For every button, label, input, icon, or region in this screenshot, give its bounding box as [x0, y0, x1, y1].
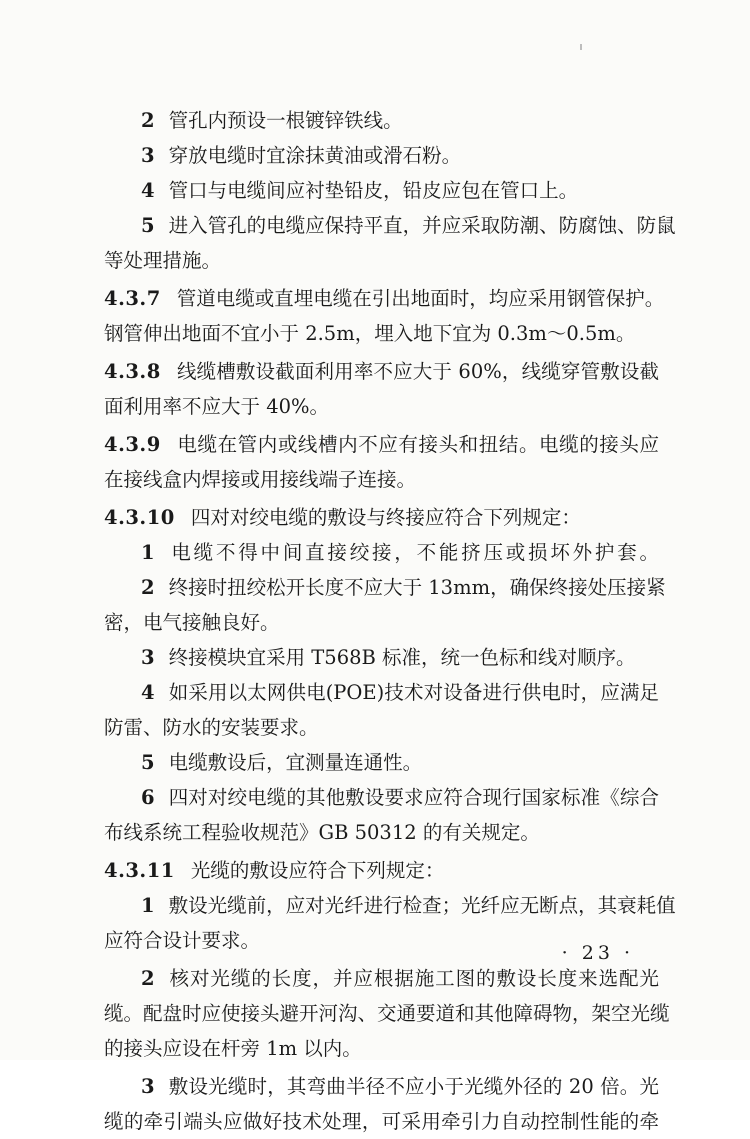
line-text: 管道电缆或直埋电缆在引出地面时，均应采用钢管保护。	[176, 287, 665, 310]
item-number: 1	[141, 894, 155, 917]
line-text: 面利用率不应大于 40%。	[104, 395, 330, 418]
item-number: 3	[141, 144, 155, 167]
body-text	[104, 103, 676, 1139]
scan-speck	[580, 44, 582, 50]
line-text: 密，电气接触良好。	[104, 611, 280, 634]
item-number: 2	[141, 576, 155, 599]
item-number: 4	[141, 179, 155, 202]
line-text: 终接时扭绞松开长度不应大于 13mm，确保终接处压接紧	[168, 576, 666, 599]
item-number: 5	[141, 751, 155, 774]
line-text: 等处理措施。	[104, 249, 222, 272]
line-text: 布线系统工程验收规范》GB 50312 的有关规定。	[104, 821, 540, 844]
text-line	[104, 208, 676, 243]
line-text: 四对对绞电缆的敷设与终接应符合下列规定：	[190, 506, 581, 529]
text-line	[104, 640, 659, 675]
text-line	[104, 888, 676, 923]
page-number: · 23 ·	[561, 942, 634, 964]
line-text: 缆的牵引端头应做好技术处理，可采用牵引力自动控制性能的牵	[104, 1110, 659, 1133]
text-line	[104, 243, 659, 278]
line-text: 管口与电缆间应衬垫铅皮，铅皮应包在管口上。	[168, 179, 579, 202]
text-line	[104, 675, 659, 710]
line-text: 四对对绞电缆的其他敷设要求应符合现行国家标准《综合	[168, 786, 659, 809]
line-text: 如采用以太网供电(POE)技术对设备进行供电时，应满足	[168, 681, 659, 704]
text-line	[104, 780, 659, 815]
text-line	[104, 996, 670, 1031]
clause-number: 4.3.10	[104, 506, 175, 529]
item-number: 4	[141, 681, 155, 704]
clause-number: 4.3.11	[104, 859, 175, 882]
text-line	[104, 570, 666, 605]
text-line	[104, 745, 659, 780]
text-line	[104, 462, 659, 497]
line-text: 终接模块宜采用 T568B 标准，统一色标和线对顺序。	[168, 646, 636, 669]
line-text: 电缆不得中间直接绞接，不能挤压或损坏外护套。	[168, 541, 659, 564]
line-text: 电缆在管内或线槽内不应有接头和扭结。电缆的接头应	[176, 433, 659, 456]
line-text: 在接线盒内焊接或用接线端子连接。	[104, 468, 417, 491]
item-number: 2	[141, 109, 155, 132]
item-number: 2	[141, 967, 155, 990]
clause-number: 4.3.9	[104, 433, 161, 456]
item-number: 3	[141, 1075, 155, 1098]
text-line	[104, 138, 659, 173]
text-line	[104, 427, 659, 462]
line-text: 线缆槽敷设截面利用率不应大于 60%，线缆穿管敷设截	[176, 360, 659, 383]
line-text: 敷设光缆时，其弯曲半径不应小于光缆外径的 20 倍。光	[168, 1075, 659, 1098]
text-line	[104, 605, 659, 640]
item-number: 5	[141, 214, 155, 237]
line-text: 钢管伸出地面不宜小于 2.5m，埋入地下宜为 0.3m～0.5m。	[104, 322, 636, 345]
clause-number: 4.3.7	[104, 287, 161, 310]
line-text: 敷设光缆前，应对光纤进行检查；光纤应无断点，其衰耗值	[168, 894, 676, 917]
line-text: 的接头应设在杆旁 1m 以内。	[104, 1037, 362, 1060]
text-line	[104, 853, 659, 888]
item-number: 1	[141, 541, 155, 564]
line-text: 穿放电缆时宜涂抹黄油或滑石粉。	[168, 144, 462, 167]
text-line	[104, 103, 659, 138]
line-text: 核对光缆的长度，并应根据施工图的敷设长度来选配光	[168, 967, 659, 990]
text-line	[104, 961, 659, 996]
line-text: 应符合设计要求。	[104, 929, 261, 952]
item-number: 3	[141, 646, 155, 669]
text-line	[104, 1104, 659, 1139]
text-line	[104, 354, 659, 389]
line-text: 管孔内预设一根镀锌铁线。	[168, 109, 403, 132]
text-line	[104, 815, 659, 850]
line-text: 电缆敷设后，宜测量连通性。	[168, 751, 423, 774]
text-line	[104, 389, 659, 424]
line-text: 缆。配盘时应使接头避开河沟、交通要道和其他障碍物，架空光缆	[104, 1002, 670, 1025]
text-line	[104, 1069, 659, 1104]
line-text: 进入管孔的电缆应保持平直，并应采取防潮、防腐蚀、防鼠	[168, 214, 676, 237]
item-number: 6	[141, 786, 155, 809]
clause-number: 4.3.8	[104, 360, 161, 383]
line-text: 防雷、防水的安装要求。	[104, 716, 319, 739]
text-line	[104, 500, 659, 535]
text-line	[104, 173, 659, 208]
text-line	[104, 710, 659, 745]
text-line	[104, 281, 665, 316]
text-line	[104, 316, 659, 351]
line-text: 光缆的敷设应符合下列规定：	[190, 859, 445, 882]
text-line	[104, 535, 659, 570]
text-line	[104, 1031, 659, 1066]
